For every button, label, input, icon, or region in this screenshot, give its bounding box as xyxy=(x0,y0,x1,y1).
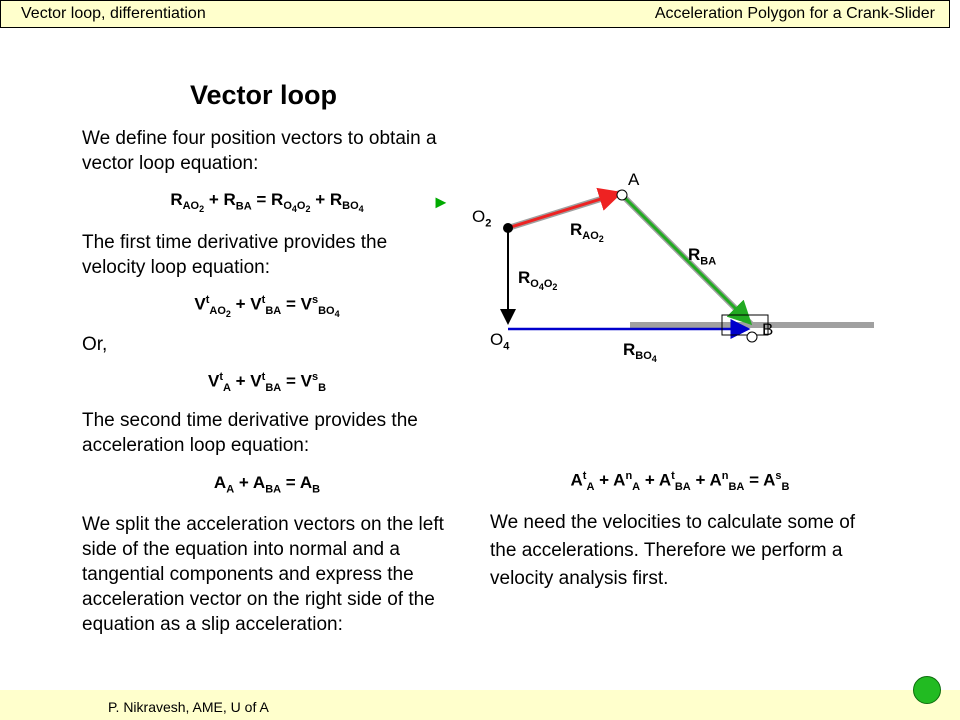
vector-r-ba xyxy=(622,195,750,323)
next-slide-button[interactable] xyxy=(913,676,941,704)
equation-velocity-loop-short: $V^t_A + V^t_{BA} = V^s_B$ xyxy=(207,371,327,395)
header-left-title: Vector loop, differentiation xyxy=(21,5,206,22)
paragraph-vector-loop: We define four position vectors to obtain a vector loop equation: xyxy=(82,128,437,174)
paragraph-acceleration-loop: The second time derivative provides the acceleration loop equation: xyxy=(82,410,418,456)
ground-pivot-o2 xyxy=(503,223,513,233)
header-bar xyxy=(0,0,950,28)
point-o2-label: $O_2$ xyxy=(472,207,492,230)
slide-title: Vector loop xyxy=(190,80,338,110)
equation-acceleration-loop: $A_A + A_{BA} = A_B$ xyxy=(213,473,321,496)
footer-author: P. Nikravesh, AME, U of A xyxy=(108,699,269,715)
paragraph-or: Or, xyxy=(82,334,108,355)
label-r-o4o2: $R_{O_4O_2}$ xyxy=(518,268,558,293)
point-b-label: B xyxy=(762,320,774,339)
joint-a xyxy=(617,190,627,200)
crank-slider-diagram xyxy=(470,165,890,400)
footer-bar xyxy=(0,690,960,720)
point-a-label: A xyxy=(628,170,640,189)
joint-b xyxy=(747,332,757,342)
equation-velocity-loop: $V^t_{AO_2} + V^t_{BA} = V^s_{BO_4}$ xyxy=(194,294,340,320)
paragraph-velocity-first: We need the velocities to calculate some of the accelerations. Therefore we perform a velocity analysis first. xyxy=(490,512,856,589)
header-right-title: Acceleration Polygon for a Crank-Slider xyxy=(654,5,935,22)
equation-acceleration-expanded: $A^t_A + A^n_A + A^t_{BA} + A^n_{BA} = A^s_B$ xyxy=(570,470,790,494)
paragraph-velocity-loop: The first time derivative provides the velocity loop equation: xyxy=(82,232,388,278)
label-r-ao2: $R_{AO_2}$ xyxy=(570,220,604,245)
equation-vector-loop: $R_{AO_2} + R_{BA} = R_{O_4O_2} + R_{BO_4}$ xyxy=(170,190,364,215)
label-r-bo4: $R_{BO_4}$ xyxy=(623,340,657,365)
point-o4-label: $O_4$ xyxy=(490,330,510,353)
play-animation-icon[interactable]: ► xyxy=(432,192,450,212)
label-r-ba: $R_{BA}$ xyxy=(688,245,717,268)
paragraph-acceleration-split: We split the acceleration vectors on the left side of the equation into normal and a tangential components and express the acceleration vector on the right side of the equation as a slip acceleration: xyxy=(82,514,444,635)
